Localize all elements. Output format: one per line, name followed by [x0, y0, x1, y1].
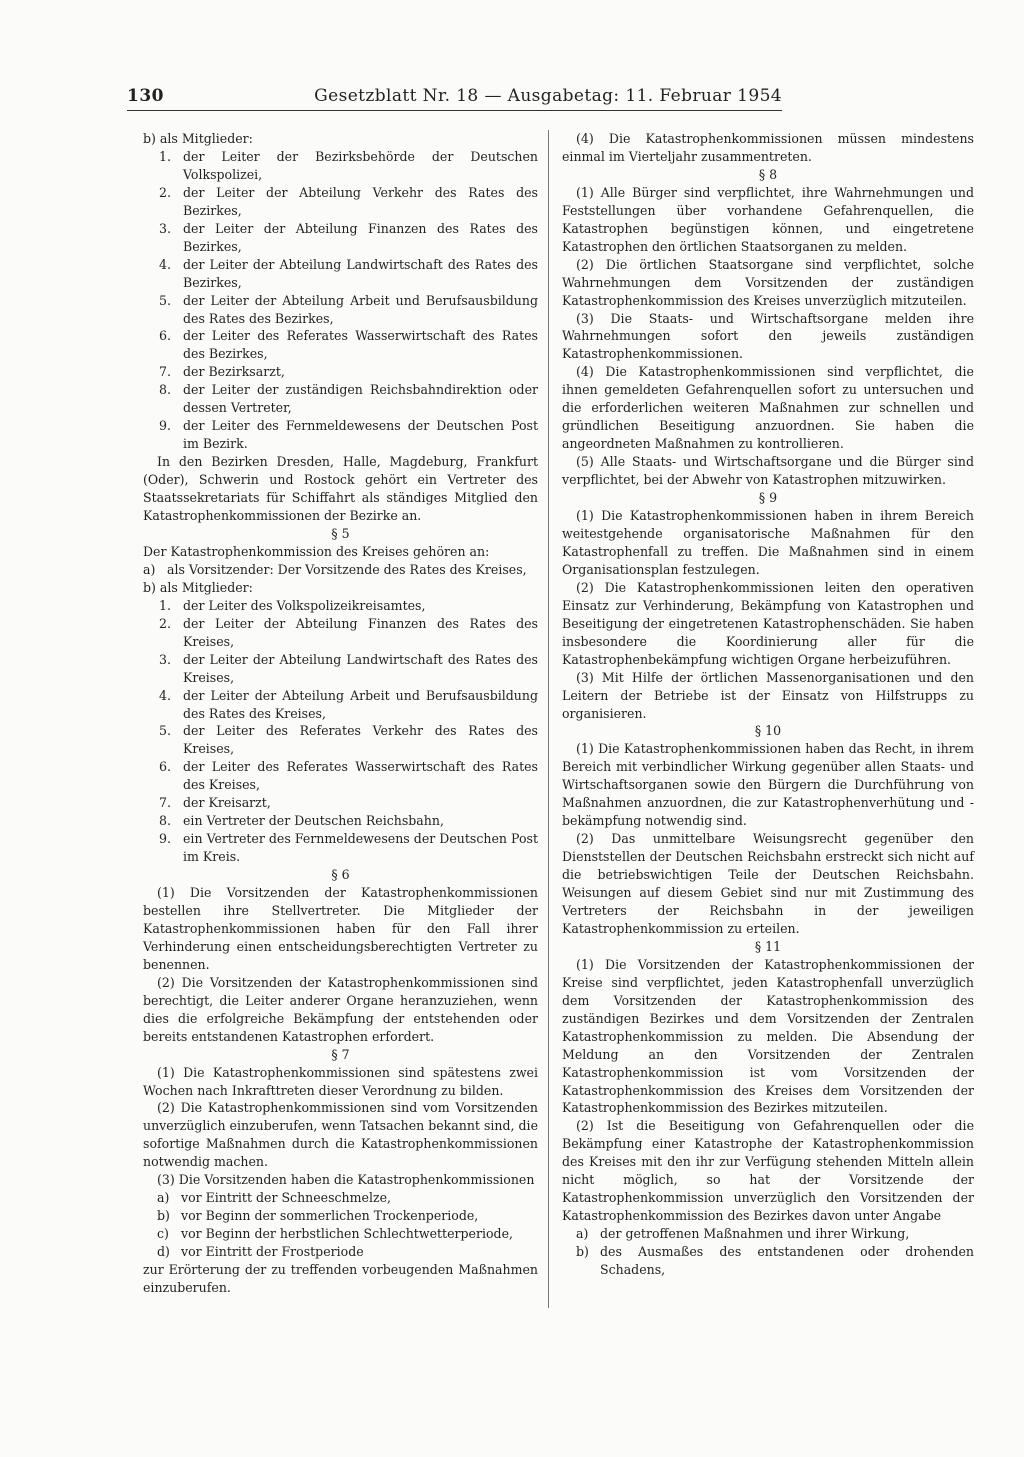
- section-8-paragraph-2: (2) Die örtlichen Staatsorgane sind verpflichtet, solche Wahrnehmungen dem Vorsitzenden der zuständigen Katastrophenkommission des Kreises unverzüglich mitzuteilen.: [562, 256, 974, 308]
- section-7-closing: zur Erörterung der zu treffenden vorbeugenden Maßnahmen einzuberufen.: [143, 1262, 538, 1295]
- list-item: 8. ein Vertreter der Deutschen Reichsbahn,: [159, 813, 444, 829]
- list-item: 3. der Leiter der Abteilung Finanzen des Rates des Bezirkes,: [159, 220, 538, 254]
- section-9-paragraph-3: (3) Mit Hilfe der örtlichen Massenorganisationen und den Leitern der Betriebe ist der Einsatz von Hilfstrupps zu organisieren.: [562, 669, 974, 721]
- section-9-paragraph-2: (2) Die Katastrophenkommissionen leiten den operativen Einsatz zur Verhinderung, Bekämpfung von Katastrophen und Beseitigung der eingetretenen Katastrophenschäden. Sie haben insbesondere die Koordinierung aller für die Katastrophenbekämpfung wichtigen Organe herbeizuführen.: [562, 579, 974, 667]
- list-item: 4. der Leiter der Abteilung Arbeit und Berufsausbildung des Rates des Kreises,: [159, 687, 538, 721]
- section-8-paragraph-1: (1) Alle Bürger sind verpflichtet, ihre Wahrnehmungen und Feststellungen über vorhandene Gefahrenquellen, die Katastrophen begünstigen können, und eingetretene Katastrophen den örtlichen Staatsorganen zu melden.: [562, 184, 974, 254]
- list-item: 1. der Leiter der Bezirksbehörde der Deutschen Volkspolizei,: [159, 148, 538, 182]
- list-item: 9. der Leiter des Fernmeldewesens der Deutschen Post im Bezirk.: [159, 418, 538, 452]
- section-7-paragraph-4: (4) Die Katastrophenkommissionen müssen mindestens einmal im Vierteljahr zusammentreten.: [562, 131, 974, 164]
- section-5-intro: Der Katastrophenkommission des Kreises gehören an:: [143, 543, 490, 559]
- section-8-paragraph-5: (5) Alle Staats- und Wirtschaftsorgane und die Bürger sind verpflichtet, bei der Abwehr von Katastrophen mitzuwirken.: [562, 454, 974, 488]
- section-heading-10: § 10: [754, 723, 782, 739]
- section-heading-6: § 6: [331, 867, 350, 883]
- section-6-paragraph-1: (1) Die Vorsitzenden der Katastrophenkommissionen bestellen ihre Stellvertreter. Die Mitglieder der Katastrophenkommissionen haben für den Fall ihrer Verhinderung einen entscheidungsberechtigten Vertreter zu benennen.: [143, 885, 538, 972]
- section-7-paragraph-2: (2) Die Katastrophenkommissionen sind vom Vorsitzenden unverzüglich einzuberufen, wenn Tatsachen bekannt sind, die sofortige Maßnahmen durch die Katastrophenkommissionen notwendig machen.: [143, 1100, 538, 1170]
- section-11-list: [562, 1225, 974, 1279]
- section-heading-7: § 7: [331, 1046, 350, 1062]
- section-9-paragraph-1: (1) Die Katastrophenkommissionen haben in ihrem Bereich weitestgehende organisatorische Maßnahmen für den Katastrophenfall zu treffen. Die Maßnahmen sind in einem Organisationsplan festzulegen.: [562, 508, 974, 577]
- list-item: c) vor Beginn der herbstlichen Schlechtwetterperiode,: [157, 1226, 513, 1242]
- list-item: 6. der Leiter des Referates Wasserwirtschaft des Rates des Kreises,: [159, 759, 538, 793]
- list-item: a) als Vorsitzender: Der Vorsitzende des Rates des Kreises,: [143, 561, 527, 577]
- list-item: 6. der Leiter des Referates Wasserwirtschaft des Rates des Bezirkes,: [159, 328, 538, 362]
- section-heading-8: § 8: [758, 166, 778, 182]
- page-header: [127, 86, 782, 111]
- column-divider: [548, 130, 549, 1308]
- list-item: b) des Ausmaßes des entstandenen oder drohenden Schadens,: [576, 1244, 974, 1278]
- list-item: d) vor Eintritt der Frostperiode: [157, 1244, 364, 1260]
- section-heading-9: § 9: [758, 490, 778, 506]
- list-item: 7. der Kreisarzt,: [159, 795, 271, 811]
- list-item: a) der getroffenen Maßnahmen und ihrer Wirkung,: [576, 1226, 910, 1242]
- list-item: 1. der Leiter des Volkspolizeikreisamtes,: [159, 597, 426, 613]
- section-10-paragraph-1: (1) Die Katastrophenkommissionen haben das Recht, in ihrem Bereich mit verbindlicher Wirkung gegenüber allen Staats- und Wirtschaftsorganen sowie den Bürgern die Durchführung von Maßnahmen anzuordnen, die zur Katastrophenverhütung und -bekämpfung notwendig sind.: [562, 741, 974, 829]
- page-number: 130: [127, 86, 164, 106]
- section-6-paragraph-2: (2) Die Vorsitzenden der Katastrophenkommissionen sind berechtigt, die Leiter anderer Organe heranzuziehen, wenn dies die erfolgreiche Bekämpfung der entstehenden oder bereits entstandenen Katastrophen erfordert.: [143, 974, 538, 1044]
- section-8-paragraph-4: (4) Die Katastrophenkommissionen sind verpflichtet, die ihnen gemeldeten Gefahrenquellen sofort zu untersuchen und die erforderlichen weiteren Maßnahmen zur schnellen und gründlichen Beseitigung anzuordnen. Sie haben die angeordneten Maßnahmen zu kontrollieren.: [562, 364, 974, 452]
- list-item: 4. der Leiter der Abteilung Landwirtschaft des Rates des Bezirkes,: [159, 256, 538, 290]
- bezirke-note: In den Bezirken Dresden, Halle, Magdeburg, Frankfurt (Oder), Schwerin und Rostock gehört ein Vertreter des Staatssekretariats für Schiffahrt als ständiges Mitglied den Katastrophenkommissionen der Bezirke an.: [143, 454, 538, 524]
- list-item: b) vor Beginn der sommerlichen Trockenperiode,: [157, 1208, 479, 1224]
- section-8-paragraph-3: (3) Die Staats- und Wirtschaftsorgane melden ihre Wahrnehmungen sofort den jeweils zuständigen Katastrophenkommissionen.: [562, 310, 974, 362]
- left-column: [143, 130, 538, 1297]
- section-11-paragraph-1: (1) Die Vorsitzenden der Katastrophenkommissionen der Kreise sind verpflichtet, jeden Katastrophenfall unverzüglich dem Vorsitzenden der Katastrophenkommission des zuständigen Bezirkes und dem Vorsitzenden der Zentralen Katastrophenkommission zu melden. Die Absendung der Meldung an den Vorsitzenden der Zentralen Katastrophenkommission ist vom Vorsitzenden der Katastrophenkommission des Kreises dem Vorsitzenden der Katastrophenkommission des Bezirkes mitzuteilen.: [562, 956, 974, 1116]
- list-item: 5. der Leiter der Abteilung Arbeit und Berufsausbildung des Rates des Bezirkes,: [159, 292, 538, 326]
- section-7-list: [143, 1189, 538, 1261]
- kreis-members-list: [143, 597, 538, 866]
- list-item: 7. der Bezirksarzt,: [159, 364, 285, 380]
- members-intro: b) als Mitglieder:: [143, 131, 253, 146]
- list-item: 8. der Leiter der zuständigen Reichsbahndirektion oder dessen Vertreter,: [159, 382, 538, 416]
- section-5-members-intro: b) als Mitglieder:: [143, 579, 253, 595]
- list-item: a) vor Eintritt der Schneeschmelze,: [157, 1190, 391, 1206]
- section-heading-5: § 5: [331, 525, 350, 541]
- right-column: [562, 130, 974, 1279]
- list-item: 9. ein Vertreter des Fernmeldewesens der Deutschen Post im Kreis.: [159, 831, 538, 865]
- list-item: 5. der Leiter des Referates Verkehr des Rates des Kreises,: [159, 723, 538, 757]
- section-10-paragraph-2: (2) Das unmittelbare Weisungsrecht gegenüber den Dienststellen der Deutschen Reichsbahn erstreckt sich nicht auf die betriebswichtigen Teile der Deutschen Reichsbahn. Weisungen auf diesem Gebiet sind nur mit Zustimmung des Vertreters der Reichsbahn in der jeweiligen Katastrophenkommission zu erteilen.: [562, 831, 974, 936]
- section-heading-11: § 11: [754, 938, 782, 954]
- list-item: 3. der Leiter der Abteilung Landwirtschaft des Rates des Kreises,: [159, 651, 538, 685]
- list-item: 2. der Leiter der Abteilung Verkehr des Rates des Bezirkes,: [159, 184, 538, 218]
- list-item: 2. der Leiter der Abteilung Finanzen des Rates des Kreises,: [159, 615, 538, 649]
- gazette-title: Gesetzblatt Nr. 18 — Ausgabetag: 11. Februar 1954: [314, 86, 782, 106]
- bezirk-members-list: [143, 148, 538, 453]
- section-7-paragraph-1: (1) Die Katastrophenkommissionen sind spätestens zwei Wochen nach Inkrafttreten dieser Verordnung zu bilden.: [143, 1064, 538, 1098]
- section-7-paragraph-3: (3) Die Vorsitzenden haben die Katastrophenkommissionen: [157, 1172, 535, 1188]
- section-11-paragraph-2: (2) Ist die Beseitigung von Gefahrenquellen oder die Bekämpfung einer Katastrophe der Katastrophenkommission des Kreises mit den ihr zur Verfügung stehenden Mitteln allein nicht möglich, so hat der Vorsitzende der Katastrophenkommission unverzüglich den Vorsitzenden der Katastrophenkommission des Bezirkes davon unter Angabe: [562, 1118, 974, 1224]
